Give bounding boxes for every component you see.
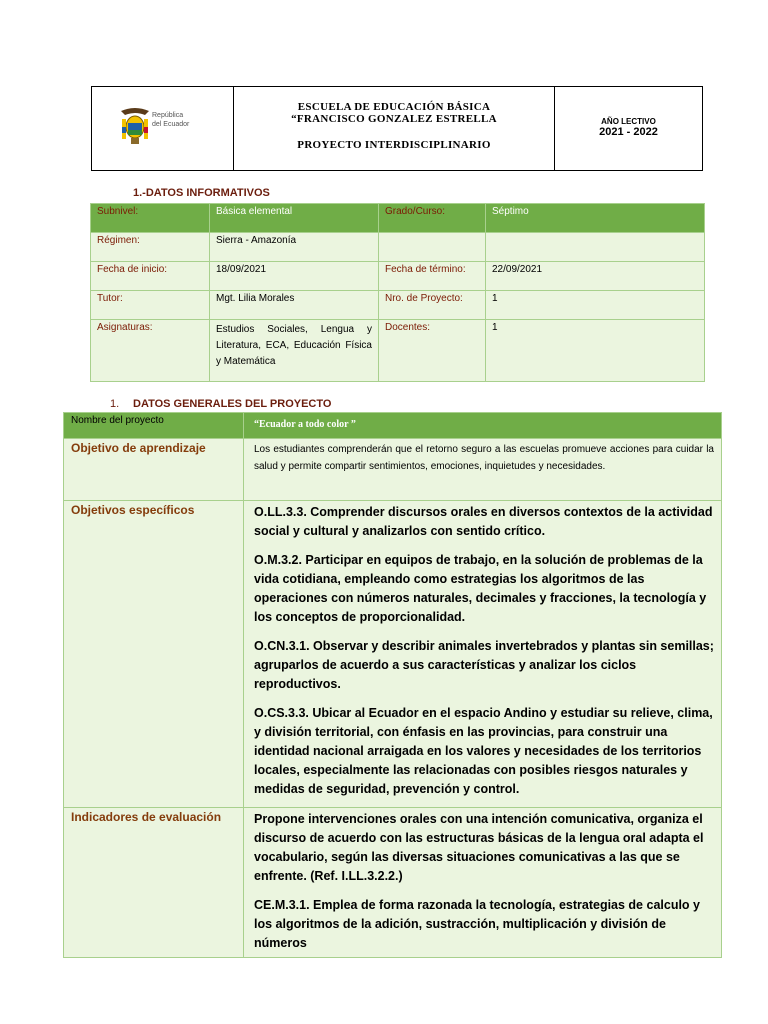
section-number: 1. (110, 398, 120, 410)
table-row (91, 262, 705, 291)
project-table (63, 412, 722, 958)
info-table (90, 203, 705, 382)
school-name-line2: “FRANCISCO GONZALEZ ESTRELLA (291, 113, 497, 125)
year-label: AÑO LECTIVO (601, 117, 656, 126)
school-title-cell (234, 87, 555, 170)
objetivo-especifico: O.CN.3.1. Observar y describir animales invertebrados y plantas sin semillas; agruparlos de acuerdo a sus características y analizar los ciclos reproductivos. (254, 639, 714, 691)
nro-proyecto-value: 1 (486, 291, 705, 320)
empty-cell (486, 233, 705, 262)
table-row (91, 320, 705, 382)
ecuador-coat-of-arms-icon (119, 105, 151, 147)
year-value: 2021 - 2022 (599, 126, 658, 138)
nro-proyecto-label: Nro. de Proyecto: (379, 291, 486, 320)
document-header (91, 86, 703, 171)
indicadores-label: Indicadores de evaluación (64, 808, 244, 958)
table-row (64, 808, 722, 958)
table-row (91, 291, 705, 320)
subnivel-label: Subnivel: (91, 204, 210, 233)
school-year-cell (555, 87, 702, 170)
empty-cell (379, 233, 486, 262)
section-title-datos-informativos: 1.-DATOS INFORMATIVOS (133, 187, 270, 199)
docentes-value: 1 (486, 320, 705, 382)
regimen-value: Sierra - Amazonía (210, 233, 379, 262)
termino-label: Fecha de término: (379, 262, 486, 291)
school-name-line1: ESCUELA DE EDUCACIÓN BÁSICA (297, 101, 491, 113)
grado-label: Grado/Curso: (379, 204, 486, 233)
especificos-label: Objetivos específicos (64, 501, 244, 808)
project-type: PROYECTO INTERDISCIPLINARIO (297, 139, 491, 151)
inicio-label: Fecha de inicio: (91, 262, 210, 291)
regimen-label: Régimen: (91, 233, 210, 262)
termino-value: 22/09/2021 (486, 262, 705, 291)
especificos-list (244, 501, 722, 808)
tutor-value: Mgt. Lilia Morales (210, 291, 379, 320)
grado-value: Séptimo (486, 204, 705, 233)
subnivel-value: Básica elemental (210, 204, 379, 233)
nombre-label: Nombre del proyecto (64, 413, 244, 439)
asignaturas-label: Asignaturas: (91, 320, 210, 382)
tutor-label: Tutor: (91, 291, 210, 320)
docentes-label: Docentes: (379, 320, 486, 382)
table-row (64, 413, 722, 439)
logo-cell (92, 87, 234, 170)
indicadores-list (244, 808, 722, 958)
table-row (64, 501, 722, 808)
table-row (64, 439, 722, 501)
table-row (91, 204, 705, 233)
section-title-datos-generales: DATOS GENERALES DEL PROYECTO (133, 398, 332, 410)
objetivo-especifico: O.LL.3.3. Comprender discursos orales en diversos contextos de la actividad social y cultural y analizarlos con sentido crítico. (254, 505, 713, 538)
objetivo-value: Los estudiantes comprenderán que el retorno seguro a las escuelas promueve acciones para cuidar la salud y permite compartir sentimientos, emociones, inquietudes y necesidades. (244, 439, 722, 501)
indicador: Propone intervenciones orales con una intención comunicativa, organiza el discurso de acuerdo con las estructuras básicas de la lengua oral adapta el vocabulario, según las diversas situaciones comunicativas a las que se enfrente. (Ref. I.LL.3.2.2.) (254, 812, 704, 883)
objetivo-especifico: O.M.3.2. Participar en equipos de trabajo, en la solución de problemas de la vida cotidiana, empleando como estrategias los algoritmos de las operaciones con números naturales, decimales y fracciones, la tecnología y los conceptos de proporcionalidad. (254, 553, 707, 624)
nombre-value: “Ecuador a todo color ” (244, 413, 722, 439)
logo-wordmark: República del Ecuador (152, 112, 190, 128)
objetivo-label: Objetivo de aprendizaje (64, 439, 244, 501)
indicador: CE.M.3.1. Emplea de forma razonada la tecnología, estrategias de calculo y los algoritmos de la adición, sustracción, multiplicación y división de números (254, 898, 700, 950)
asignaturas-value: Estudios Sociales, Lengua y Literatura, ECA, Educación Física y Matemática (210, 320, 379, 382)
table-row (91, 233, 705, 262)
inicio-value: 18/09/2021 (210, 262, 379, 291)
objetivo-especifico: O.CS.3.3. Ubicar al Ecuador en el espacio Andino y estudiar su relieve, clima, y división territorial, con énfasis en las provincias, para construir una identidad nacional arraigada en los valores y necesidades de los territorios locales, especialmente las relacionadas con posibles riesgos naturales y medidas de seguridad, prevención y control. (254, 706, 713, 796)
